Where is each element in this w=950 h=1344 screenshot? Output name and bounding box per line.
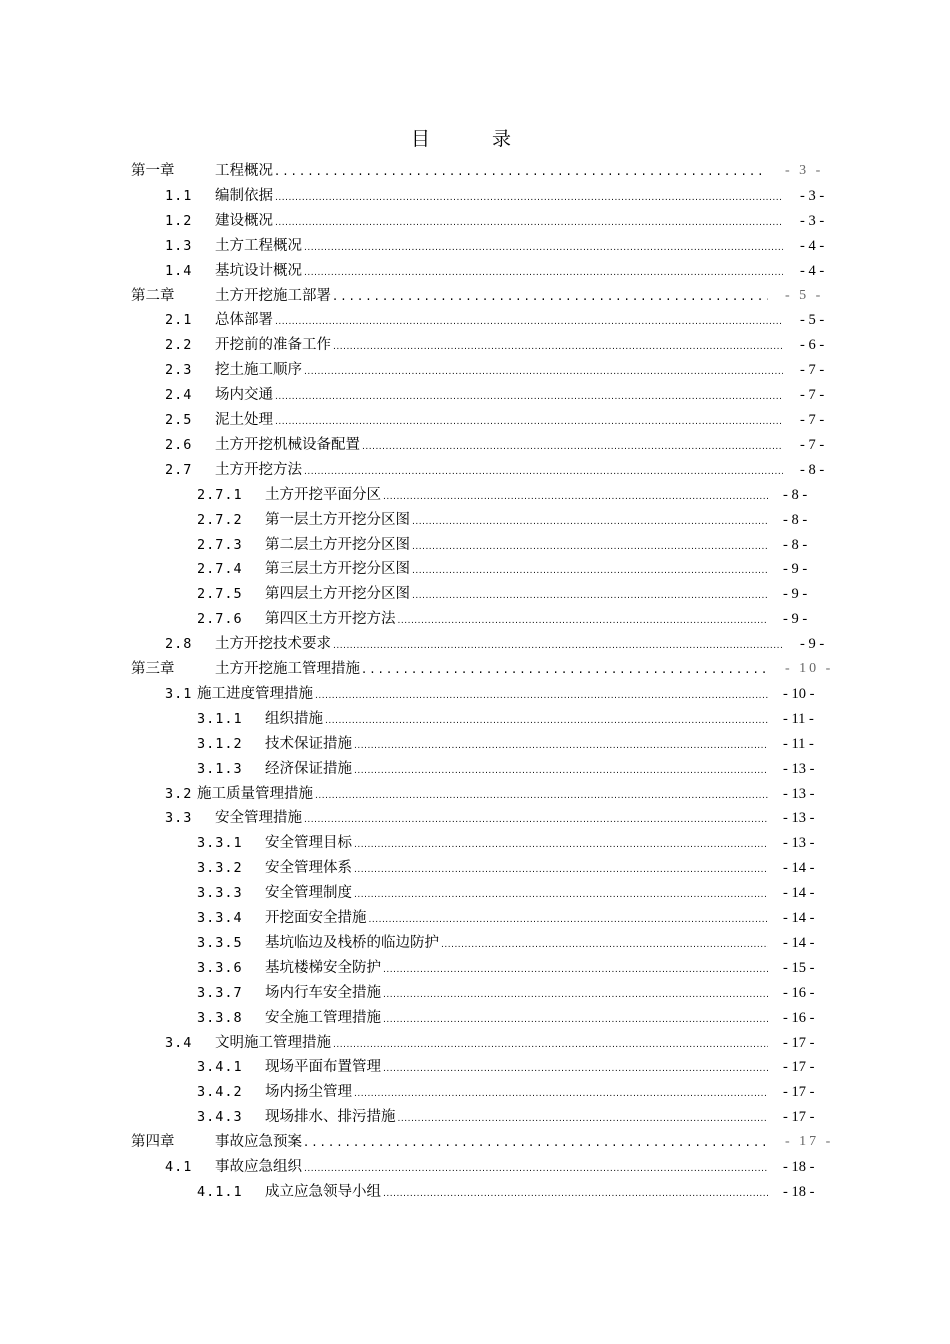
toc-entry[interactable] — [0, 732, 950, 756]
toc-entry-label: 开挖面安全措施 — [265, 910, 367, 926]
toc-entry-number: 3.4.1 — [197, 1059, 243, 1076]
toc-entry-page: - 17 - — [783, 1034, 815, 1051]
toc-entry-label: 组织措施 — [265, 710, 323, 727]
toc-entry[interactable] — [0, 1180, 950, 1204]
toc-entry-label: 泥土处理 — [215, 412, 273, 428]
toc-entry-body — [265, 931, 770, 957]
dot-leader — [333, 285, 768, 309]
toc-entry-page: - 16 - — [783, 1009, 815, 1026]
toc-entry[interactable] — [0, 757, 950, 781]
toc-entry[interactable] — [0, 1006, 950, 1030]
toc-entry-page: - 14 - — [783, 910, 815, 926]
dot-leader — [369, 908, 769, 932]
toc-entry-label: 基坑楼梯安全防护 — [265, 959, 381, 976]
dot-leader — [412, 510, 768, 534]
dot-leader — [333, 335, 783, 359]
dot-leader — [315, 784, 768, 808]
toc-entry-number: 2.7.3 — [197, 536, 243, 553]
toc-entry[interactable] — [0, 782, 950, 806]
toc-entry-body — [265, 483, 770, 509]
toc-entry[interactable] — [0, 1105, 950, 1129]
toc-entry-body — [215, 1031, 770, 1057]
toc-title: 目 录 — [410, 128, 540, 150]
toc-entry-page: - 5 - — [785, 287, 824, 303]
toc-entry-number: 3.3.8 — [197, 1009, 243, 1026]
toc-entry-number: 3.3.7 — [197, 984, 243, 1001]
dot-leader — [362, 435, 783, 459]
toc-entry-body — [215, 383, 785, 409]
toc-entry-number: 2.7.2 — [197, 511, 243, 528]
toc-entry-page: - 17 - — [783, 1084, 815, 1101]
toc-entry-body — [265, 508, 770, 534]
dot-leader — [275, 160, 768, 184]
dot-leader — [354, 1082, 768, 1106]
toc-entry-body — [265, 533, 770, 559]
toc-entry[interactable] — [0, 1130, 950, 1154]
toc-entry[interactable] — [0, 533, 950, 557]
toc-entry[interactable] — [0, 707, 950, 731]
toc-entry-number: 2.7.5 — [197, 586, 243, 603]
toc-entry-number: 3.1.1 — [197, 710, 243, 727]
toc-entry-label: 挖土施工顺序 — [215, 362, 302, 379]
toc-entry[interactable] — [0, 582, 950, 606]
toc-entry-label: 土方开挖施工部署 — [215, 287, 331, 304]
toc-entry-page: - 8 - — [783, 511, 808, 528]
toc-entry[interactable] — [0, 308, 950, 332]
toc-entry-page: - 4 - — [800, 237, 825, 254]
dot-leader — [304, 460, 783, 484]
toc-entry[interactable] — [0, 806, 950, 830]
toc-entry-page: - 3 - — [785, 163, 824, 178]
toc-entry-label: 基坑临边及栈桥的临边防护 — [265, 934, 439, 951]
toc-entry[interactable] — [0, 657, 950, 681]
toc-entry-page: - 5 - — [800, 312, 825, 329]
toc-entry[interactable] — [0, 358, 950, 382]
toc-entry-body — [215, 657, 770, 682]
toc-entry-page: - 10 - — [785, 661, 834, 676]
dot-leader — [383, 1057, 768, 1081]
toc-entry-page: - 4 - — [800, 262, 825, 279]
toc-entry-page: - 10 - — [783, 685, 815, 702]
toc-entry-page: - 8 - — [800, 461, 825, 478]
toc-entry-number: 2.7.6 — [197, 611, 243, 628]
toc-entry-label: 土方开挖机械设备配置 — [215, 436, 360, 453]
toc-entry-label: 施工质量管理措施 — [197, 785, 313, 802]
dot-leader — [383, 1008, 768, 1032]
dot-leader — [354, 858, 768, 882]
toc-entry-body — [265, 1055, 770, 1081]
toc-entry-number: 3.4 — [165, 1034, 193, 1051]
toc-entry-label: 成立应急领导小组 — [265, 1183, 381, 1200]
toc-entry[interactable] — [0, 159, 950, 183]
toc-entry-page: - 6 - — [800, 337, 825, 354]
toc-entry-body — [265, 1006, 770, 1032]
toc-entry[interactable] — [0, 906, 950, 930]
toc-entry-label: 现场平面布置管理 — [265, 1059, 381, 1076]
toc-entry-label: 安全管理措施 — [215, 810, 302, 827]
toc-entry-page: - 3 - — [800, 187, 825, 204]
toc-entry-body — [265, 906, 770, 932]
toc-entry-body — [215, 259, 785, 285]
toc-entry[interactable] — [0, 234, 950, 258]
toc-entry-body — [265, 831, 770, 857]
toc-entry[interactable] — [0, 1055, 950, 1079]
dot-leader — [333, 1033, 768, 1057]
toc-entry-page: - 18 - — [783, 1183, 815, 1200]
toc-entry-page: - 17 - — [783, 1109, 815, 1126]
toc-entry-label: 安全施工管理措施 — [265, 1009, 381, 1026]
toc-entry-label: 场内扬尘管理 — [265, 1084, 352, 1101]
toc-entry-page: - 9 - — [800, 636, 825, 653]
toc-entry-number: 4.1.1 — [197, 1183, 243, 1200]
toc-entry-number: 3.1 — [165, 685, 193, 702]
toc-entry-label: 总体部署 — [215, 312, 273, 329]
toc-entry[interactable] — [0, 981, 950, 1005]
toc-entry-page: - 11 - — [783, 735, 814, 752]
dot-leader — [441, 933, 768, 957]
toc-entry-number: 2.4 — [165, 387, 193, 404]
dot-leader — [304, 261, 783, 285]
toc-entry-number: 4.1 — [165, 1159, 193, 1175]
toc-entry-body — [265, 757, 770, 783]
toc-entry-page: - 17 - — [785, 1134, 834, 1150]
toc-entry-label: 土方开挖平面分区 — [265, 486, 381, 503]
toc-entry[interactable] — [0, 956, 950, 980]
toc-entry-body — [215, 358, 785, 384]
toc-entry-label: 事故应急组织 — [215, 1159, 302, 1175]
toc-entry-page: - 17 - — [783, 1059, 815, 1076]
dot-leader — [275, 186, 783, 210]
toc-entry-label: 场内交通 — [215, 387, 273, 404]
toc-entry-body — [215, 806, 770, 832]
toc-entry-page: - 13 - — [783, 810, 815, 827]
toc-entry-number: 3.4.2 — [197, 1084, 243, 1101]
toc-entry[interactable] — [0, 458, 950, 482]
dot-leader — [304, 236, 783, 260]
toc-entry-number: 2.6 — [165, 436, 193, 453]
toc-entry-label: 安全管理体系 — [265, 860, 352, 877]
toc-entry-number: 2.8 — [165, 636, 193, 653]
toc-entry-page: - 13 - — [783, 760, 815, 777]
toc-entry-body — [215, 458, 785, 484]
toc-entry-number: 2.5 — [165, 412, 193, 428]
toc-entry-page: - 8 - — [783, 536, 808, 553]
dot-leader — [304, 1157, 768, 1181]
toc-entry-page: - 7 - — [800, 387, 825, 404]
toc-entry[interactable] — [0, 259, 950, 283]
dot-leader — [275, 410, 783, 434]
toc-entry-body — [197, 682, 770, 708]
toc-entry-body — [265, 582, 770, 608]
dot-leader — [412, 535, 768, 559]
toc-entry-page: - 14 - — [783, 934, 815, 951]
dot-leader — [304, 360, 783, 384]
toc-entry[interactable] — [0, 557, 950, 581]
toc-entry-body — [265, 1105, 770, 1131]
dot-leader — [275, 310, 783, 334]
dot-leader — [354, 833, 768, 857]
toc-entry-number: 3.3.4 — [197, 910, 243, 926]
toc-entry-label: 事故应急预案 — [215, 1134, 302, 1151]
toc-entry-number: 1.3 — [165, 237, 193, 254]
toc-entry-number: 2.7 — [165, 461, 193, 478]
toc-entry[interactable] — [0, 433, 950, 457]
toc-entry-label: 经济保证措施 — [265, 760, 352, 777]
toc-entry-body — [265, 1180, 770, 1206]
toc-entry-page: - 14 - — [783, 885, 815, 902]
toc-entry-number: 1.1 — [165, 187, 193, 204]
toc-entry-label: 建设概况 — [215, 212, 273, 229]
toc-entry-body — [265, 856, 770, 882]
dot-leader — [398, 1107, 769, 1131]
toc-entry-page: - 18 - — [783, 1159, 815, 1175]
dot-leader — [325, 709, 768, 733]
toc-entry-page: - 8 - — [783, 486, 808, 503]
toc-entry-page: - 14 - — [783, 860, 815, 877]
toc-entry-number: 3.3.2 — [197, 860, 243, 877]
toc-entry-body — [215, 159, 770, 184]
toc-entry[interactable] — [0, 881, 950, 905]
dot-leader — [383, 958, 768, 982]
toc-entry-number: 2.1 — [165, 312, 193, 329]
toc-entry-body — [265, 707, 770, 733]
toc-entry-label: 土方开挖技术要求 — [215, 636, 331, 653]
toc-entry[interactable] — [0, 1155, 950, 1179]
toc-entry-label: 场内行车安全措施 — [265, 984, 381, 1001]
toc-entry[interactable] — [0, 483, 950, 507]
toc-entry-number: 2.3 — [165, 362, 193, 379]
toc-entry-number: 3.1.3 — [197, 760, 243, 777]
toc-entry[interactable] — [0, 682, 950, 706]
toc-entry-body — [215, 184, 785, 210]
toc-entry-number: 1.4 — [165, 262, 193, 279]
toc-entry-body — [215, 433, 785, 459]
toc-entry-number: 3.3.3 — [197, 885, 243, 902]
toc-entry[interactable] — [0, 1031, 950, 1055]
toc-entry-number: 3.4.3 — [197, 1109, 243, 1126]
toc-entry-body — [215, 632, 785, 658]
toc-entry-page: - 13 - — [783, 835, 815, 852]
toc-entry-page: - 9 - — [783, 611, 808, 628]
toc-entry-body — [215, 408, 785, 434]
dot-leader — [315, 684, 768, 708]
toc-entry-body — [265, 557, 770, 583]
toc-entry-label: 第二层土方开挖分区图 — [265, 536, 410, 553]
toc-entry-number: 第二章 — [131, 287, 175, 304]
dot-leader — [354, 734, 768, 758]
toc-entry[interactable] — [0, 856, 950, 880]
toc-entry-label: 第三层土方开挖分区图 — [265, 561, 410, 578]
toc-entry-number: 3.3.6 — [197, 959, 243, 976]
toc-entry[interactable] — [0, 209, 950, 233]
dot-leader — [333, 634, 783, 658]
toc-entry-body — [265, 607, 770, 633]
toc-entry[interactable] — [0, 1080, 950, 1104]
toc-entry-label: 技术保证措施 — [265, 735, 352, 752]
toc-entry-number: 第一章 — [131, 163, 175, 179]
toc-entry-label: 编制依据 — [215, 187, 273, 204]
toc-entry-label: 第一层土方开挖分区图 — [265, 511, 410, 528]
toc-entry-page: - 15 - — [783, 959, 815, 976]
toc-entry-label: 文明施工管理措施 — [215, 1034, 331, 1051]
toc-entry[interactable] — [0, 831, 950, 855]
toc-entry[interactable] — [0, 607, 950, 631]
dot-leader — [275, 211, 783, 235]
toc-entry[interactable] — [0, 508, 950, 532]
toc-entry-label: 基坑设计概况 — [215, 262, 302, 279]
toc-entry-label: 土方开挖方法 — [215, 461, 302, 478]
dot-leader — [412, 584, 768, 608]
toc-entry[interactable] — [0, 284, 950, 308]
toc-entry[interactable] — [0, 632, 950, 656]
toc-entry-body — [265, 732, 770, 758]
toc-entry-body — [215, 1155, 770, 1181]
toc-entry-label: 土方工程概况 — [215, 237, 302, 254]
toc-entry-label: 工程概况 — [215, 163, 273, 179]
toc-entry[interactable] — [0, 383, 950, 407]
toc-entry-number: 3.3.1 — [197, 835, 243, 852]
toc-entry-page: - 9 - — [783, 561, 808, 578]
toc-entry-number: 3.2 — [165, 785, 193, 802]
toc-entry-page: - 9 - — [783, 586, 808, 603]
toc-entry-number: 2.7.4 — [197, 561, 243, 578]
toc-entry[interactable] — [0, 408, 950, 432]
toc-entry[interactable] — [0, 184, 950, 208]
toc-entry[interactable] — [0, 333, 950, 357]
dot-leader — [383, 485, 768, 509]
toc-entry-number: 2.7.1 — [197, 486, 243, 503]
toc-entry-label: 施工进度管理措施 — [197, 685, 313, 702]
toc-entry-body — [215, 234, 785, 260]
dot-leader — [412, 559, 768, 583]
toc-entry-body — [215, 209, 785, 235]
dot-leader — [398, 609, 769, 633]
toc-entry-body — [215, 284, 770, 309]
toc-entry-number: 第四章 — [131, 1134, 175, 1151]
toc-entry-page: - 7 - — [800, 362, 825, 379]
dot-leader — [354, 883, 768, 907]
toc-entry-number: 2.2 — [165, 337, 193, 354]
toc-entry-body — [215, 333, 785, 359]
toc-entry-label: 现场排水、排污措施 — [265, 1109, 396, 1126]
toc-entry-label: 安全管理目标 — [265, 835, 352, 852]
toc-entry-body — [215, 1130, 770, 1155]
toc-entry-label: 开挖前的准备工作 — [215, 337, 331, 354]
toc-entry-body — [265, 981, 770, 1007]
toc-entry-body — [265, 881, 770, 907]
dot-leader — [275, 385, 783, 409]
toc-entry-page: - 3 - — [800, 212, 825, 229]
toc-entry-page: - 13 - — [783, 785, 815, 802]
toc-entry-label: 土方开挖施工管理措施 — [215, 661, 360, 677]
toc-entry[interactable] — [0, 931, 950, 955]
dot-leader — [362, 658, 768, 682]
dot-leader — [304, 808, 768, 832]
toc-entry-number: 3.1.2 — [197, 735, 243, 752]
dot-leader — [304, 1131, 768, 1155]
toc-entry-number: 1.2 — [165, 212, 193, 229]
toc-entry-body — [265, 956, 770, 982]
dot-leader — [383, 983, 768, 1007]
toc-entry-page: - 7 - — [800, 412, 825, 428]
toc-entry-number: 3.3.5 — [197, 934, 243, 951]
toc-entry-label: 第四层土方开挖分区图 — [265, 586, 410, 603]
toc-entry-number: 3.3 — [165, 810, 193, 827]
toc-entry-label: 安全管理制度 — [265, 885, 352, 902]
dot-leader — [383, 1182, 768, 1206]
toc-entry-body — [197, 782, 770, 808]
toc-entry-body — [215, 308, 785, 334]
toc-entry-number: 第三章 — [131, 661, 175, 677]
toc-entry-page: - 11 - — [783, 710, 814, 727]
toc-entry-body — [265, 1080, 770, 1106]
toc-entry-page: - 7 - — [800, 436, 825, 453]
dot-leader — [354, 759, 768, 783]
toc-entry-page: - 16 - — [783, 984, 815, 1001]
toc-entry-label: 第四区土方开挖方法 — [265, 611, 396, 628]
